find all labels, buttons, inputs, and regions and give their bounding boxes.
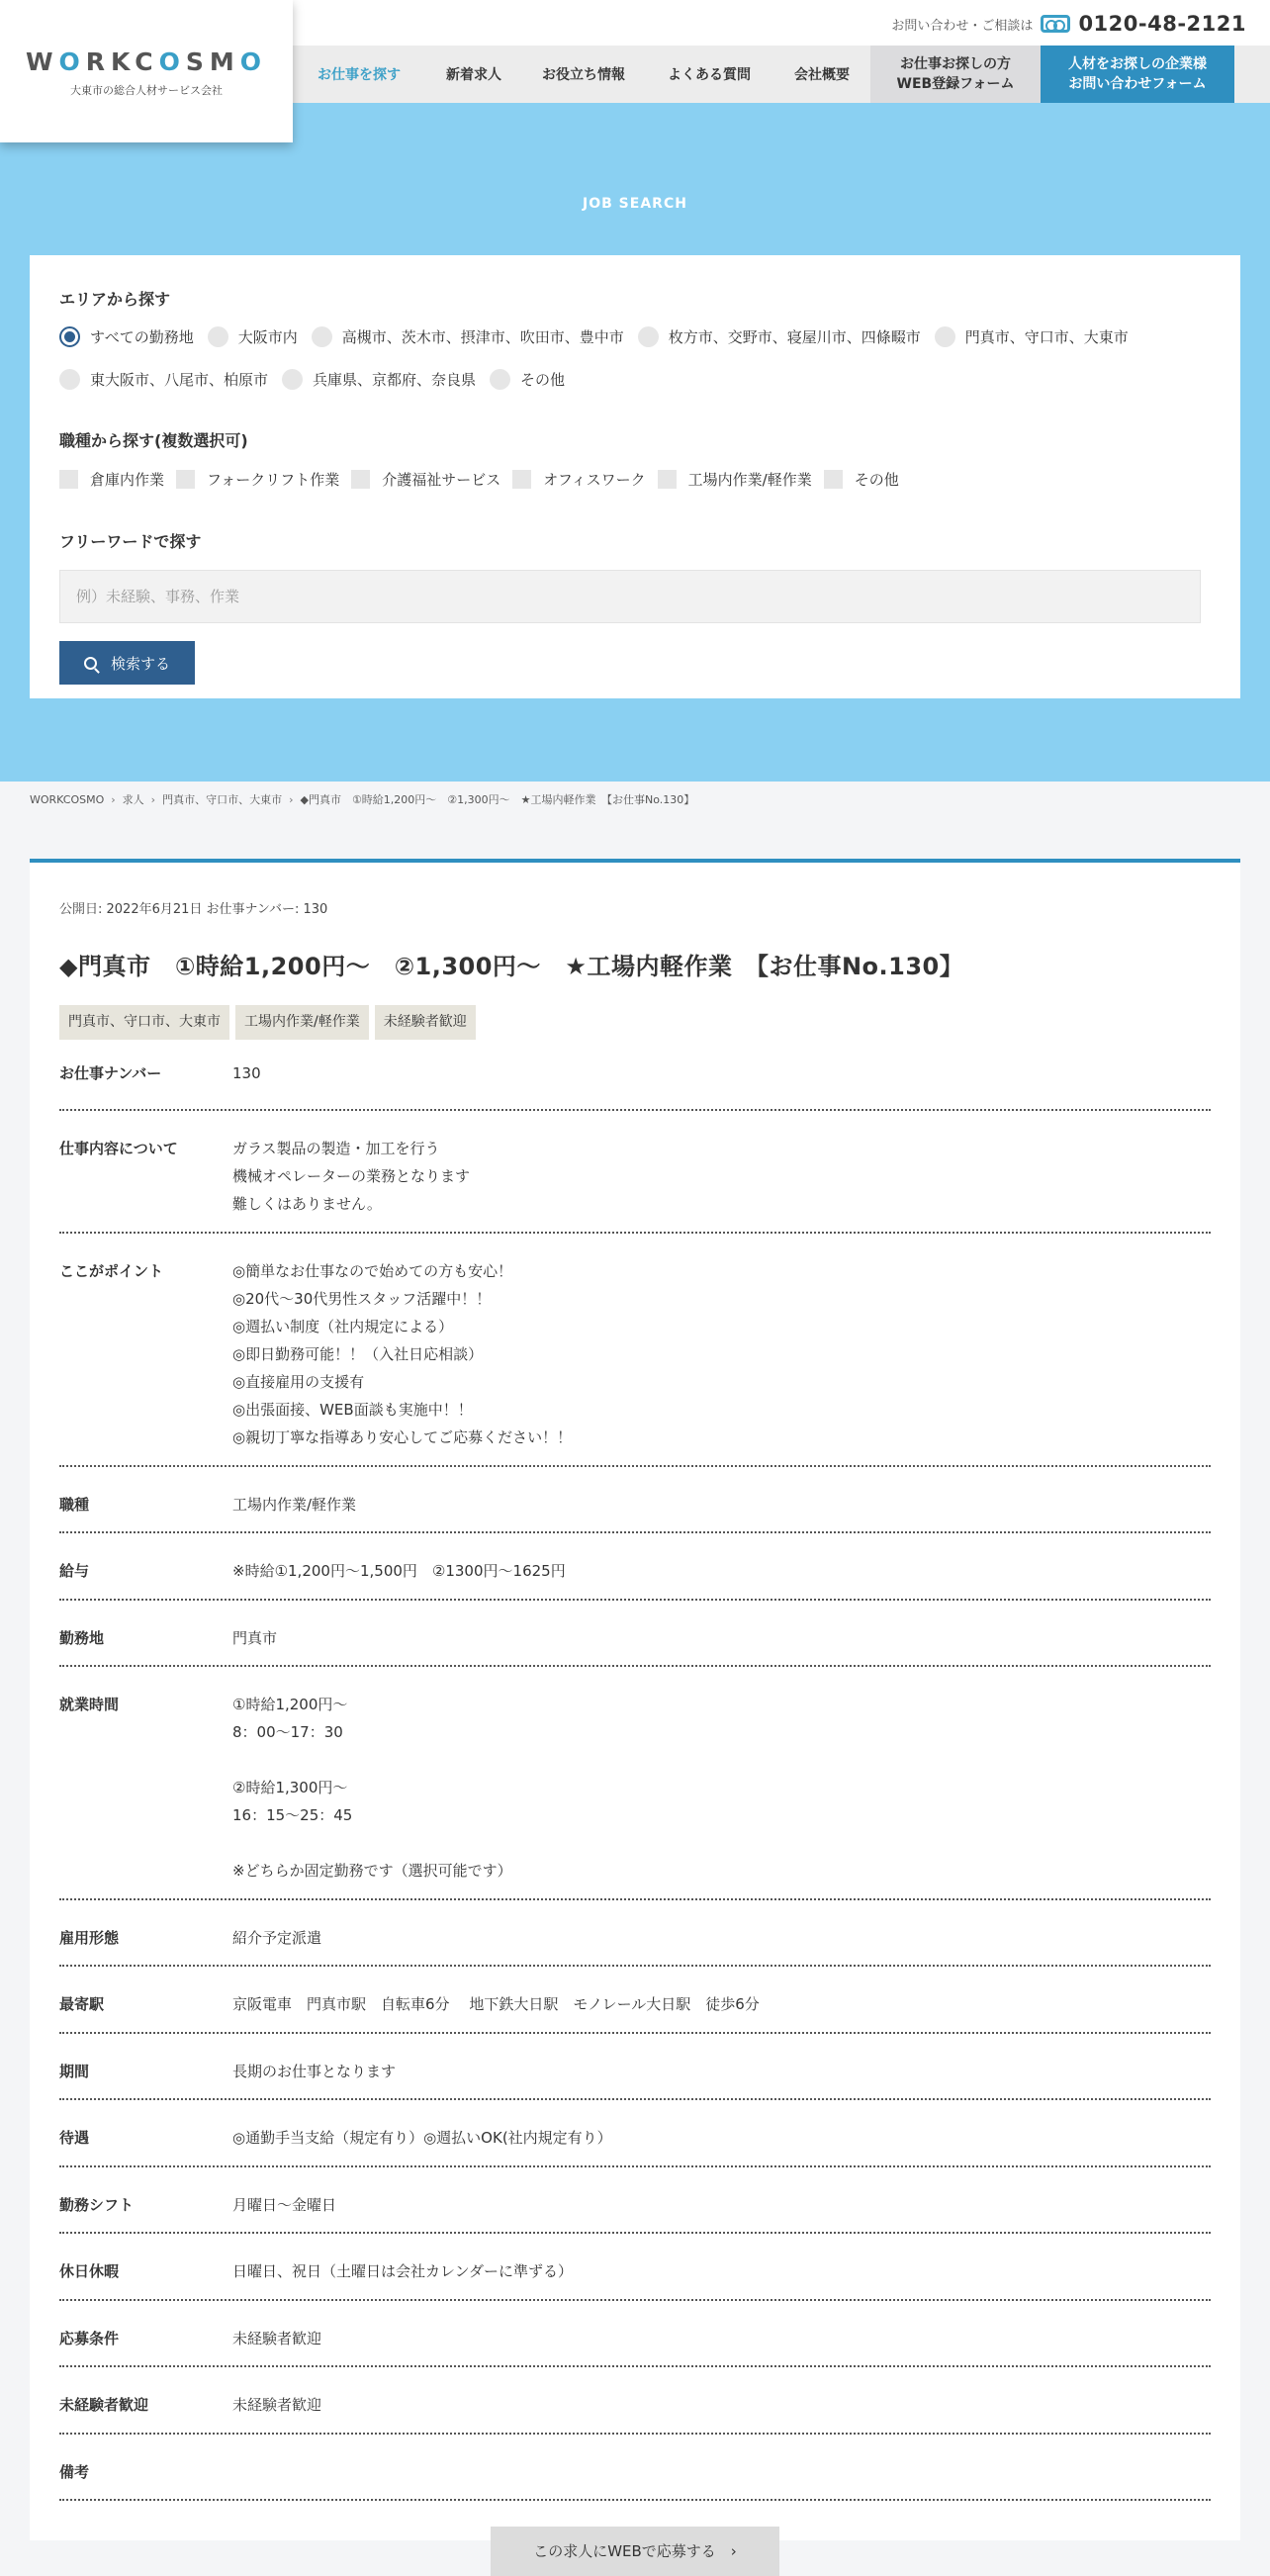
checkbox-label: 介護福祉サービス — [382, 471, 501, 489]
info-value: 紹介予定派遣 — [232, 1929, 322, 1947]
info-row-nearest-station — [59, 1967, 1211, 2034]
radio-label: 大阪市内 — [237, 328, 298, 346]
logo-tagline: 大東市の総合人材サービス会社 — [70, 84, 223, 97]
info-label: 備考 — [59, 2463, 90, 2481]
site-logo[interactable] — [0, 0, 293, 142]
nav-corporate-contact-form[interactable] — [1041, 46, 1234, 103]
job-type-section-title: 職種から探す(複数選択可) — [59, 431, 248, 450]
job-checkbox-office[interactable] — [512, 469, 645, 490]
radio-label: その他 — [520, 371, 566, 389]
search-form — [30, 255, 1240, 698]
area-radio-hyogo[interactable] — [282, 368, 476, 391]
corp-form-line1: 人材をお探しの企業様 — [1068, 55, 1207, 72]
job-checkbox-forklift[interactable] — [176, 469, 339, 490]
area-section-title: エリアから探す — [59, 290, 171, 309]
checkbox-icon — [176, 470, 195, 489]
freeword-input[interactable] — [59, 570, 1201, 623]
checkbox-label: 工場内作業/軽作業 — [687, 471, 812, 489]
breadcrumb-jobs[interactable]: 求人 — [122, 793, 144, 806]
area-radio-hirakata[interactable] — [638, 325, 921, 348]
nav-faq[interactable]: よくある質問 — [668, 67, 751, 83]
area-radio-group — [59, 325, 1211, 391]
publish-date: 公開日: 2022年6月21日 お仕事ナンバー: 130 — [59, 902, 328, 917]
info-value: 未経験者歓迎 — [232, 2330, 322, 2347]
checkbox-label: 倉庫内作業 — [90, 471, 165, 489]
info-label: 未経験者歓迎 — [59, 2396, 149, 2414]
job-checkbox-other[interactable] — [824, 469, 899, 490]
info-row-notes — [59, 2435, 1211, 2501]
search-button[interactable] — [59, 641, 195, 685]
radio-label: 門真市、守口市、大東市 — [964, 328, 1129, 346]
job-search-heading: JOB SEARCH — [583, 196, 687, 212]
radio-label: 東大阪市、八尾市、柏原市 — [90, 371, 269, 389]
area-radio-osaka[interactable] — [208, 325, 298, 348]
info-row-benefits — [59, 2100, 1211, 2167]
nav-web-register-form[interactable] — [870, 46, 1041, 103]
info-label: 勤務地 — [59, 1629, 105, 1647]
search-button-label: 検索する — [110, 654, 170, 673]
info-value: 門真市 — [232, 1629, 278, 1647]
checkbox-icon — [824, 470, 843, 489]
info-row-job-type — [59, 1467, 1211, 1533]
radio-icon — [490, 369, 510, 390]
area-radio-takatsuki[interactable] — [312, 325, 624, 348]
job-type-checkbox-group — [59, 469, 1211, 490]
info-row-employment-type — [59, 1900, 1211, 1967]
web-form-line1: お仕事お探しの方 — [900, 55, 1011, 72]
contact-label: お問い合わせ・ご相談は — [891, 18, 1034, 34]
global-nav — [293, 46, 1270, 103]
info-label: お仕事ナンバー — [59, 1064, 162, 1082]
nav-new-jobs[interactable]: 新着求人 — [446, 67, 501, 83]
info-label: 仕事内容について — [59, 1140, 178, 1157]
job-checkbox-factory[interactable] — [658, 469, 812, 490]
radio-icon — [208, 326, 228, 347]
info-row-job-number — [59, 1044, 1211, 1111]
web-form-line2: WEB登録フォーム — [896, 76, 1015, 92]
info-row-points — [59, 1234, 1211, 1467]
site-header — [0, 0, 1270, 103]
chevron-right-icon: › — [111, 792, 116, 806]
info-row-requirements — [59, 2301, 1211, 2367]
info-label: 雇用形態 — [59, 1929, 120, 1947]
info-value: 未経験者歓迎 — [232, 2396, 322, 2414]
job-detail-card — [30, 859, 1240, 2560]
breadcrumb-home[interactable]: WORKCOSMO — [30, 792, 105, 806]
apply-web-button[interactable]: この求人にWEBで応募する › — [491, 2527, 779, 2576]
radio-label: 枚方市、交野市、寝屋川市、四條畷市 — [668, 328, 921, 346]
corp-form-line2: お問い合わせフォーム — [1068, 76, 1207, 92]
checkbox-icon — [658, 470, 677, 489]
radio-icon — [312, 326, 332, 347]
radio-label: すべての勤務地 — [90, 328, 194, 346]
info-label: 応募条件 — [59, 2330, 120, 2347]
checkbox-label: オフィスワーク — [543, 471, 646, 489]
info-row-holidays — [59, 2234, 1211, 2301]
info-value: ◎通勤手当支給（規定有り）◎週払いOK(社内規定有り） — [232, 2129, 612, 2147]
tag-job-type[interactable]: 工場内作業/軽作業 — [235, 1005, 369, 1040]
info-value: 130 — [232, 1064, 261, 1082]
info-label: 待遇 — [59, 2129, 90, 2147]
info-row-period — [59, 2034, 1211, 2100]
radio-icon — [59, 369, 80, 390]
job-tags — [59, 1005, 1211, 1040]
info-value: ◎簡単なお仕事なので始めての方も安心！ ◎20代～30代男性スタッフ活躍中！！ ◎週払い制度（社内規定による） ◎即日勤務可能！！（入社日応相談） ◎直接雇用の支援有 ◎出張面接、WEB面談も実施中！！ ◎親切丁寧な指導あり安心してご応募ください！！ — [232, 1262, 573, 1446]
nav-job-search[interactable]: お仕事を探す — [318, 67, 401, 83]
info-label: 勤務シフト — [59, 2196, 135, 2214]
info-row-salary — [59, 1533, 1211, 1601]
area-radio-other[interactable] — [490, 368, 565, 391]
area-radio-higashiosaka[interactable] — [59, 368, 268, 391]
radio-label: 高槻市、茨木市、摂津市、吹田市、豊中市 — [341, 328, 624, 346]
info-value: 長期のお仕事となります — [232, 2063, 397, 2080]
info-label: 期間 — [59, 2063, 90, 2080]
radio-icon — [638, 326, 659, 347]
info-label: 就業時間 — [59, 1696, 120, 1713]
radio-checked-icon — [59, 326, 80, 347]
info-value: 工場内作業/軽作業 — [232, 1496, 357, 1514]
nav-useful-info[interactable]: お役立ち情報 — [542, 67, 625, 83]
chevron-right-icon: › — [289, 792, 294, 806]
job-checkbox-care[interactable] — [351, 469, 500, 490]
info-value: ガラス製品の製造・加工を行う 機械オペレーターの業務となります 難しくはありません。 — [232, 1140, 471, 1213]
info-label: 職種 — [59, 1496, 90, 1514]
job-checkbox-warehouse[interactable] — [59, 469, 164, 490]
info-row-shift — [59, 2167, 1211, 2234]
checkbox-label: その他 — [854, 471, 899, 489]
radio-icon — [282, 369, 303, 390]
job-title: ◆門真市 ①時給1,200円～ ②1,300円～ ★工場内軽作業 【お仕事No.130】 — [59, 953, 964, 980]
radio-label: 兵庫県、京都府、奈良県 — [313, 371, 477, 389]
radio-icon — [935, 326, 955, 347]
info-value: ※時給①1,200円～1,500円 ②1300円～1625円 — [232, 1562, 566, 1580]
area-radio-kadoma[interactable] — [935, 325, 1129, 348]
checkbox-icon — [512, 470, 531, 489]
free-dial-icon — [1041, 15, 1070, 33]
job-info-table — [59, 1044, 1211, 2501]
checkbox-label: フォークリフト作業 — [207, 471, 340, 489]
freeword-section-title: フリーワードで探す — [59, 532, 202, 551]
tag-area[interactable]: 門真市、守口市、大東市 — [59, 1005, 229, 1040]
info-value: 京阪電車 門真市駅 自転車6分 地下鉄大日駅 モノレール大日駅 徒歩6分 — [232, 1995, 760, 2013]
info-row-description — [59, 1111, 1211, 1234]
header-contact — [891, 12, 1246, 36]
info-row-location — [59, 1601, 1211, 1667]
phone-number[interactable]: 0120-48-2121 — [1078, 12, 1246, 36]
logo-wordmark: WORKCOSMO — [25, 47, 268, 76]
info-value: 月曜日～金曜日 — [232, 2196, 337, 2214]
checkbox-icon — [351, 470, 370, 489]
area-radio-all[interactable] — [59, 325, 194, 348]
info-label: 最寄駅 — [59, 1995, 105, 2013]
info-value: 日曜日、祝日（土曜日は会社カレンダーに準ずる） — [232, 2262, 574, 2280]
breadcrumb-current: ◆門真市 ①時給1,200円～ ②1,300円～ ★工場内軽作業 【お仕事No.130】 — [300, 793, 695, 806]
info-label: 給与 — [59, 1562, 90, 1580]
breadcrumb — [30, 791, 694, 807]
tag-inexperienced[interactable]: 未経験者歓迎 — [375, 1005, 476, 1040]
info-label: ここがポイント — [59, 1262, 164, 1280]
search-icon — [84, 657, 97, 670]
nav-company[interactable]: 会社概要 — [794, 67, 850, 83]
info-label: 休日休暇 — [59, 2262, 120, 2280]
breadcrumb-area[interactable]: 門真市、守口市、大東市 — [162, 793, 283, 806]
chevron-right-icon: › — [150, 792, 156, 806]
info-value: ①時給1,200円～ 8：00～17：30 ②時給1,300円～ 16：15～25：45 ※どちらか固定勤務です（選択可能です） — [232, 1696, 512, 1880]
info-row-inexperienced — [59, 2367, 1211, 2435]
info-row-working-hours — [59, 1667, 1211, 1900]
checkbox-icon — [59, 470, 78, 489]
